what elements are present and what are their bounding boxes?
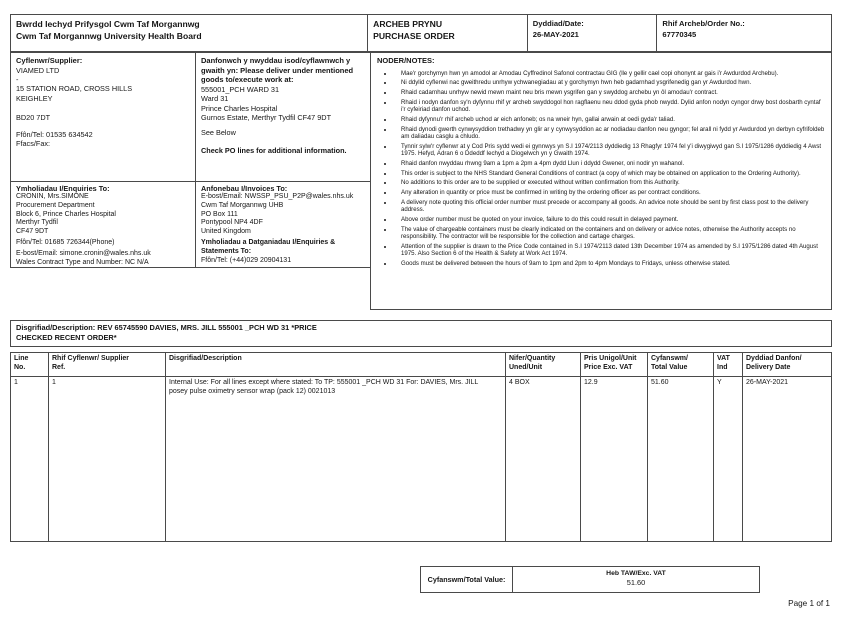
item-total-value: 51.60 xyxy=(648,377,714,541)
enquiries-contract-number: Wales Contract Type and Number: NC N/A xyxy=(16,258,149,266)
invoices-address-line: Cwm Taf Morgannwg UHB xyxy=(201,201,284,209)
deliver-to-see-below: See Below xyxy=(201,128,236,138)
order-number-cell xyxy=(657,15,831,51)
org-name-welsh: Bwrdd Iechyd Prifysgol Cwm Taf Morgannwg xyxy=(16,19,200,29)
order-date-cell xyxy=(528,15,658,51)
order-description-text: Disgrifiad/Description: REV 65745590 DAVIES, MRS. JILL 555001 _PCH WD 31 *PRICE CHECKED RECENT ORDER* xyxy=(16,323,317,342)
header-description: Disgrifiad/Description xyxy=(166,353,506,376)
note-bullet: • Rhaid danfon nwyddau rhwng 9am a 1pm a 2pm a 4pm dydd Llun i ddydd Gwener, oni nodir yn wahanol. xyxy=(394,160,825,167)
header-unit-price: Pris Unigol/Unit Price Exc. VAT xyxy=(581,353,648,376)
doc-title-welsh: ARCHEB PRYNU xyxy=(373,19,443,29)
note-bullet: • Above order number must be quoted on your invoice, failure to do this could result in delayed payment. xyxy=(394,216,825,223)
note-bullet: • Tynnir sylw'r cyflenwr at y Cod Pris sydd wedi ei gynnwys yn S.I 1974/2113 dyddiedig 13 Rhagfyr 1974 fel y'i diwygiwyd gan S.I 1975/1286 dyddiedig 4 Awst 1975. Hefyd, Adran 6 o Ddeddf Iechyd a Diogelwch yn y Gwaith 1974. xyxy=(394,143,825,157)
invoices-address-line: Pontypool NP4 4DF xyxy=(201,219,263,227)
header-supplier-ref: Rhif Cyflenwr/ Supplier Ref. xyxy=(49,353,166,376)
totals-section xyxy=(420,566,760,593)
item-quantity: 4 BOX xyxy=(506,377,581,541)
spacer xyxy=(201,138,365,146)
total-exc-vat-amount: 51.60 xyxy=(626,578,646,587)
supplier-phone: Ffôn/Tel: 01535 634542 xyxy=(16,130,93,140)
note-bullet: • The value of chargeable containers must be clearly indicated on the containers and on delivery or advice notes, otherwise the Authority accepts no responsibility. The contractor will be responsible for the collection and cartage charges. xyxy=(394,226,825,240)
supplier-address-line: 15 STATION ROAD, CROSS HILLS xyxy=(16,84,133,94)
item-description-product: posey pulse oximetry sensor wrap (pack 12) 0021013 xyxy=(169,387,336,395)
enquiries-label: Ymholiadau I/Enquiries To: xyxy=(16,184,110,193)
header-line-no: Line No. xyxy=(11,353,49,376)
note-bullet: • This order is subject to the NHS Standard General Conditions of contract (a copy of which may be obtained on application to the Ordering Authority). xyxy=(394,170,825,177)
enquiries-address-line: Merthyr Tydfil xyxy=(16,219,58,227)
deliver-to-line: Ward 31 xyxy=(201,94,229,104)
item-vat-ind: Y xyxy=(714,377,743,541)
order-number-label: Rhif Archeb/Order No.: xyxy=(662,19,745,28)
invoices-label: Anfonebau I/Invoices To: xyxy=(201,184,288,193)
enquiries-contact-name: CRONIN, Mrs.SIMONE xyxy=(16,193,89,200)
statements-label: Ymholiadau a Datganiadau I/Enquiries & Statements To: xyxy=(201,238,336,255)
item-unit-price: 12.9 xyxy=(581,377,648,541)
note-bullet: • Attention of the supplier is drawn to the Price Code contained in S.I 1974/2113 dated 13th December 1974 as amended by S.I 1975/1286 dated 4th August 1975. Also Section 6 of the Health & Safety at Work Act 1974. xyxy=(394,243,825,257)
invoices-section xyxy=(195,181,371,268)
supplier-label: Cyflenwr/Supplier: xyxy=(16,56,83,65)
item-supplier-ref: 1 xyxy=(49,377,166,541)
note-bullet: • Rhaid dynodi gwerth cynwysyddion trethadwy yn glir ar y cynwysyddion ac ar nodiadau danfon neu gyngor; fel arall ni fydd yr Awdurdod yn derbyn cyfrifoldeb am daliadau casglu a chludo. xyxy=(394,126,825,140)
deliver-to-label: Danfonwch y nwyddau isod/cyflawnwch y gwaith yn: Please deliver under mentioned goods to/execute work at: xyxy=(201,56,354,85)
deliver-to-line: Gurnos Estate, Merthyr Tydfil CF47 9DT xyxy=(201,113,332,122)
doc-title-cell xyxy=(368,15,528,51)
supplier-fax: Ffacs/Fax: xyxy=(16,139,51,149)
enquiries-address-line: Block 6, Prince Charles Hospital xyxy=(16,210,116,218)
total-value-cell xyxy=(513,567,759,592)
supplier-address-line xyxy=(16,103,190,112)
doc-title-english: PURCHASE ORDER xyxy=(373,31,455,41)
note-bullet: • Mae'r gorchymyn hwn yn amodol ar Amodau Cyffredinol Safonol contractau GIG (lle y gellir cael copi ohonynt ar gais i'r Awdurdod Archebu). xyxy=(394,70,825,77)
item-description xyxy=(166,377,506,541)
note-bullet: • Ni ddylid cyflenwi nac gweithredu unrhyw ychwanegiadau at y gorchymyn hwn heb gadarnhad ysgrifenedig gan yr Awdurdod hwn. xyxy=(394,79,825,86)
header-quantity-unit: Nifer/Quantity Uned/Unit xyxy=(506,353,581,376)
deliver-to-line: Prince Charles Hospital xyxy=(201,103,278,113)
org-name-english: Cwm Taf Morgannwg University Health Board xyxy=(16,31,202,41)
invoices-address-line: United Kingdom xyxy=(201,228,251,236)
total-value-label: Cyfanswm/Total Value: xyxy=(421,567,513,592)
supplier-postcode: BD20 7DT xyxy=(16,112,51,122)
supplier-address-line: KEIGHLEY xyxy=(16,93,53,103)
item-line-no: 1 xyxy=(11,377,49,541)
header-total-value: Cyfanswm/ Total Value xyxy=(648,353,714,376)
order-description-section xyxy=(10,320,832,347)
note-bullet: • Rhaid cadarnhau unrhyw newid mewn maint neu bris mewn ysgrifen gan y swyddog archebu yn ôl amodau'r contract. xyxy=(394,89,825,96)
notes-section xyxy=(370,52,832,310)
note-bullet: • Rhaid i nodyn danfon sy'n dyfynnu rhif yr archeb swyddogol hon ragflaenu neu ddod gyda phob nwydd. Dylid anfon nodyn cyngor drwy bost dosbarth cyntaf i'r cyfeiriad danfon uchod. xyxy=(394,99,825,113)
header-delivery-date: Dyddiad Danfon/ Delivery Date xyxy=(746,355,802,371)
invoices-email: E-bost/Email: NWSSP_PSU_P2P@wales.nhs.uk xyxy=(201,193,354,200)
enquiries-phone: Ffôn/Tel: 01685 726344(Phone) xyxy=(16,238,115,246)
note-bullet: • Goods must be delivered between the hours of 9am to 1pm and 2pm to 4pm Mondays to Fridays, unless otherwise stated. xyxy=(394,260,825,267)
item-row xyxy=(11,377,831,541)
supplier-section xyxy=(10,52,196,182)
deliver-to-note: Check PO lines for additional information. xyxy=(201,145,347,155)
supplier-name: VIAMED LTD xyxy=(16,65,60,75)
spacer xyxy=(16,122,190,130)
order-number-value: 67770345 xyxy=(662,30,697,39)
note-bullet: • A delivery note quoting this official order number must precede or accompany all goods. An advice note should be sent by first class post to the delivery address. xyxy=(394,199,825,213)
notes-list xyxy=(377,70,825,267)
notes-label: NODER/NOTES: xyxy=(377,56,435,65)
deliver-to-line: 555001_PCH WARD 31 xyxy=(201,84,280,94)
note-bullet: • No additions to this order are to be supplied or executed without written confirmation from this Authority. xyxy=(394,179,825,186)
item-description-internal: Internal Use: For all lines except where stated: To TP: 555001 _PCH WD 31 For: DAVIES, Mrs. JILL xyxy=(169,379,479,386)
header-vat-ind: VAT Ind xyxy=(714,353,743,376)
invoices-address-line: PO Box 111 xyxy=(201,210,238,218)
line-items-table xyxy=(10,352,832,542)
order-date-label: Dyddiad/Date: xyxy=(532,19,584,28)
enquiries-email: E-bost/Email: simone.cronin@wales.nhs.uk xyxy=(16,249,151,257)
page-number: Page 1 of 1 xyxy=(788,599,830,608)
total-exc-vat-header: Heb TAW/Exc. VAT xyxy=(606,570,666,577)
items-table-header-row xyxy=(11,353,831,377)
deliver-to-section xyxy=(195,52,371,182)
enquiries-postcode: CF47 9DT xyxy=(16,228,49,236)
enquiries-address-line: Procurement Department xyxy=(16,201,95,209)
note-bullet: • Rhaid dyfynnu'r rhif archeb uchod ar eich anfoneb; os na wneir hyn, gallai arwain at oedi gyda'r taliad. xyxy=(394,116,825,123)
supplier-address-line: - xyxy=(16,75,19,84)
statements-phone: Ffôn/Tel: (+44)029 20904131 xyxy=(201,256,292,264)
org-name-cell xyxy=(11,15,368,51)
order-date-value: 26-MAY-2021 xyxy=(532,30,579,39)
item-delivery-date: 26-MAY-2021 xyxy=(746,379,789,386)
note-bullet: • Any alteration in quantity or price must be confirmed in writing by the ordering officer as per contract conditions. xyxy=(394,189,825,196)
document-header xyxy=(10,14,832,52)
enquiries-section xyxy=(10,181,196,268)
